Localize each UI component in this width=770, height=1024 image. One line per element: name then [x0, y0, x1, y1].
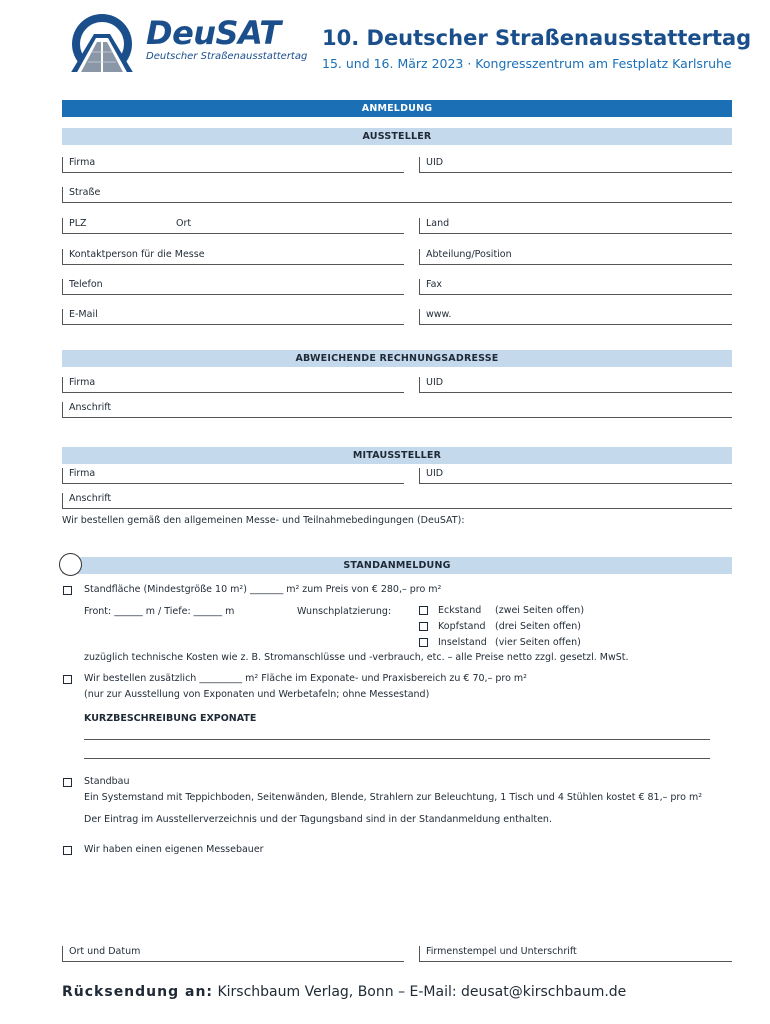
stempel-unterschrift-field[interactable]: Firmenstempel und Unterschrift [419, 946, 732, 962]
standflaeche-text: Standfläche (Mindestgröße 10 m²) _______ m² zum Preis von € 280,– pro m² [84, 584, 442, 595]
zusaetzlich-text: Wir bestellen zusätzlich _________ m² Fläche im Exponate- und Praxisbereich zu € 70,– pro m² [84, 673, 527, 684]
logo-subtitle: Deutscher Straßenausstattertag [146, 51, 308, 62]
event-subtitle: 15. und 16. März 2023 · Kongresszentrum am Festplatz Karlsruhe [322, 56, 732, 71]
rechnung-firma-field[interactable]: Firma [62, 377, 404, 393]
ort-label: Ort [176, 218, 192, 229]
kopfstand-checkbox[interactable] [419, 622, 428, 631]
uid-field[interactable]: UID [419, 157, 732, 173]
radio-circle[interactable] [59, 553, 82, 576]
eintrag-text: Der Eintrag im Ausstellerverzeichnis und der Tagungsband sind in der Standanmeldung enthalten. [84, 814, 552, 825]
land-field[interactable]: Land [419, 218, 732, 234]
wunschplatzierung-label: Wunschplatzierung: [297, 606, 392, 617]
strasse-field[interactable]: Straße [62, 187, 732, 203]
footer-address: Kirschbaum Verlag, Bonn – E-Mail: deusat@kirschbaum.de [217, 984, 627, 1000]
fax-field[interactable]: Fax [419, 279, 732, 295]
exponate-line-2[interactable] [84, 758, 710, 759]
rechnung-anschrift-field[interactable]: Anschrift [62, 402, 732, 418]
section-anmeldung: ANMELDUNG [62, 100, 732, 117]
messebauer-label: Wir haben einen eigenen Messebauer [84, 844, 264, 855]
inselstand-label: Inselstand [438, 637, 487, 648]
email-field[interactable]: E-Mail [62, 309, 404, 325]
ort-datum-field[interactable]: Ort und Datum [62, 946, 404, 962]
section-mitaussteller: MITAUSSTELLER [62, 447, 732, 464]
messebauer-checkbox[interactable] [63, 846, 72, 855]
plz-ort-field[interactable] [62, 218, 404, 234]
bestellen-text: Wir bestellen gemäß den allgemeinen Messe- und Teilnahmebedingungen (DeuSAT): [62, 515, 465, 526]
eckstand-desc: (zwei Seiten offen) [495, 605, 585, 616]
section-standanmeldung: STANDANMELDUNG [62, 557, 732, 574]
event-title: 10. Deutscher Straßenausstattertag [322, 26, 752, 50]
standbau-label: Standbau [84, 776, 130, 787]
plz-label: PLZ [69, 218, 87, 229]
standbau-description: Ein Systemstand mit Teppichboden, Seitenwänden, Blende, Strahlern zur Beleuchtung, 1 Tisch und 4 Stühlen kostet € 81,– pro m² [84, 792, 703, 803]
footer-return-address [62, 984, 626, 1000]
standbau-checkbox[interactable] [63, 778, 72, 787]
zuzueglich-text: zuzüglich technische Kosten wie z. B. Stromanschlüsse und -verbrauch, etc. – alle Preise netto zzgl. gesetzl. MwSt. [84, 652, 629, 663]
standflaeche-checkbox[interactable] [63, 586, 72, 595]
mitaussteller-uid-field[interactable]: UID [419, 468, 732, 484]
kopfstand-desc: (drei Seiten offen) [495, 621, 581, 632]
kontaktperson-field[interactable]: Kontaktperson für die Messe [62, 249, 404, 265]
abteilung-field[interactable]: Abteilung/Position [419, 249, 732, 265]
mitaussteller-anschrift-field[interactable]: Anschrift [62, 493, 732, 509]
inselstand-desc: (vier Seiten offen) [495, 637, 581, 648]
eckstand-label: Eckstand [438, 605, 482, 616]
logo-title: DeuSAT [146, 14, 281, 52]
zusaetzlich-checkbox[interactable] [63, 675, 72, 684]
firma-field[interactable]: Firma [62, 157, 404, 173]
front-tiefe-text: Front: ______ m / Tiefe: ______ m [84, 606, 235, 617]
footer-lead: Rücksendung an: [62, 984, 214, 1000]
inselstand-checkbox[interactable] [419, 638, 428, 647]
section-rechnungsadresse: ABWEICHENDE RECHNUNGSADRESSE [62, 350, 732, 367]
zusaetzlich-note: (nur zur Ausstellung von Exponaten und Werbetafeln; ohne Messestand) [84, 689, 430, 700]
kopfstand-label: Kopfstand [438, 621, 486, 632]
section-aussteller: AUSSTELLER [62, 128, 732, 145]
eckstand-checkbox[interactable] [419, 606, 428, 615]
telefon-field[interactable]: Telefon [62, 279, 404, 295]
www-field[interactable]: www. [419, 309, 732, 325]
rechnung-uid-field[interactable]: UID [419, 377, 732, 393]
mitaussteller-firma-field[interactable]: Firma [62, 468, 404, 484]
exponate-line-1[interactable] [84, 739, 710, 740]
kurzbeschreibung-heading: KURZBESCHREIBUNG EXPONATE [84, 713, 257, 724]
